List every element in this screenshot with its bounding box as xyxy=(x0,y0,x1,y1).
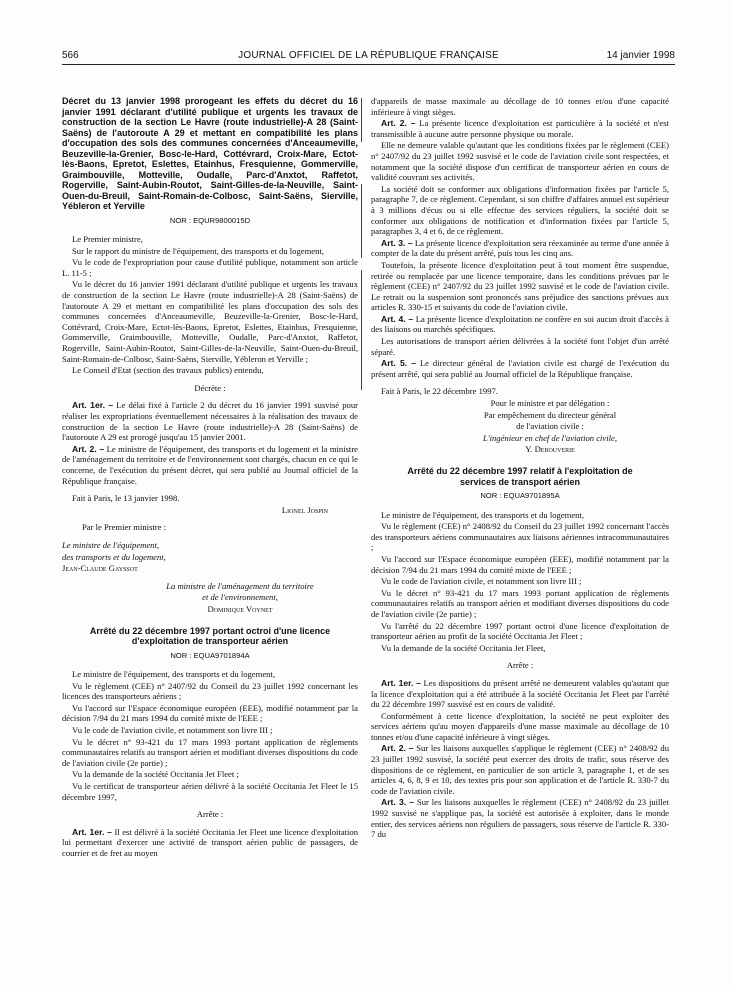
arrete-2-para: Vu l'accord sur l'Espace économique européen (EEE), modifié notamment par la décision 7/94 du 21 mars 1994 du comité mixte de l'EEE ; xyxy=(371,553,669,575)
minister-amenagement-title-2: et de l'environnement, xyxy=(202,592,278,603)
margin-rule xyxy=(361,98,362,142)
minister-equipment-title-2: des transports et du logement, xyxy=(62,551,166,562)
article-label: Art. 2. – xyxy=(72,443,105,454)
minister-amenagement-title: La ministre de l'aménagement du territoire xyxy=(166,580,314,591)
signature-line: de l'aviation civile : xyxy=(516,421,584,432)
margin-rule xyxy=(361,184,362,258)
arrete-2-para: Vu le décret n° 93-421 du 17 mars 1993 portant application de règlements communautaires relatifs au transport aérien et modifiant diverses dispositions du code de l'aviation civile (2e partie) ; xyxy=(371,587,669,619)
arrete-1-para: Vu le décret n° 93-421 du 17 mars 1993 portant application de règlements communautaires relatifs au transport aérien et modifiant diverses dispositions du code de l'aviation civile (2e partie) ; xyxy=(62,736,358,768)
arrete-2-article-2 xyxy=(371,743,669,796)
article-label: Art. 2. – xyxy=(381,118,416,129)
article-text: Il est délivré à la société Occitania Jet Fleet une licence d'exploitation lui permettant d'exercer une activité de transport aérien public de passagers, de courrier et de fret au moyen xyxy=(62,826,359,858)
arrete-2-para: Vu la demande de la société Occitania Jet Fleet, xyxy=(381,642,546,653)
article-label: Art. 1er. – xyxy=(72,826,112,837)
decree-para: Le Conseil d'Etat (section des travaux publics) entendu, xyxy=(72,365,264,376)
continued-text: d'appareils de masse maximale au décollage de 10 tonnes et/ou d'une capacité inférieure à vingt sièges. xyxy=(371,96,669,117)
arrete-2-article-1 xyxy=(371,678,669,710)
article-label: Art. 5. – xyxy=(381,358,417,369)
article-text: Les dispositions du présent arrêté ne demeurent valables qu'autant que la licence d'exploitation qui a été attribuée à la société Occitania Jet Fleet par l'arrêté du 22 décembre 1997 susvisé est en cours de validité. xyxy=(371,677,670,710)
signature-line: Pour le ministre et par délégation : xyxy=(490,398,610,409)
arrete-1-title: Arrêté du 22 décembre 1997 portant octroi d'une licence d'exploitation de transporteur aérien xyxy=(89,625,331,646)
arrete-2-para: Vu le code de l'aviation civile, et notamment son livre III ; xyxy=(381,576,582,587)
article-label: Art. 2. – xyxy=(381,743,414,754)
article-paragraph: Toutefois, la présente licence d'exploitation peut à tout moment être suspendue, retirée ou remplacée par une licence temporaire, dans les conditions prévues par le règlement (CEE) n° 2407/92 du 23 juillet 1992 susvisé et le code de l'aviation civile. Le retrait ou la suspension sont prononcés sans préjudice des sanctions prévues aux articles R. 330-15 et suivants du code de l'aviation civile. xyxy=(371,259,669,313)
article-label: Art. 1er. – xyxy=(381,677,421,688)
arrete-2-para: Vu l'arrêté du 22 décembre 1997 portant octroi d'une licence d'exploitation de transporteur aérien au profit de la société Occitania Jet Fleet ; xyxy=(371,620,669,642)
article-text: Sur les liaisons auxquelles le règlement (CEE) n° 2408/92 du 23 juillet 1992 susvisé ne s'applique pas, la société est autorisée à exploiter, dans le monde entier, des services aériens non réguliers de passagers, sous réserve de l'article R. 330-7 du xyxy=(371,797,669,840)
decree-para: Vu le décret du 16 janvier 1991 déclarant d'utilité publique et urgents les travaux de construction de la section Le Havre (route industrielle)-A 28 (Saint-Saëns) de l'autoroute A 29 et mettant en compatibilité les plans d'occupation des sols des communes concernées d'Anceaumeville, Beuzeville-la-Grenier, Bosc-le-Hard, Cottévrard, Croix-Mare, Ectot-lès-Baons, Epretot, Eslettes, Etainhus, Fresquienne, Gommerville, Graimbouville, Motteville, Oudalle, Parc-d'Anxtot, Raffetot, Rogerville, Saint-Aubin-Routot, Saint-Gilles-de-la-Neuville, Saint-Ouen-du-Breuil, Saint-Romain-de-Colbosc, Saint-Saëns, Sierville, Yébleron et Yerville ; xyxy=(62,279,358,364)
article-text: Sur les liaisons auxquelles s'applique le règlement (CEE) n° 2408/92 du 23 juillet 1992 susvisé, la société peut exercer des droits de trafic, sous réserve des dispositions de ce règlement, en particulier de son article 3, paragraphe 1, et de ses articles 4, 6, 8, 9 et 10, des textes pris pour son application et de l'article R. 330-7 du code de l'aviation civile. xyxy=(371,743,669,796)
signatory-name: Y. Debouverie xyxy=(525,444,575,455)
left-column xyxy=(62,96,358,860)
article-paragraph: Conformément à cette licence d'exploitation, la société ne peut exploiter des services aériens qu'au moyen d'appareils d'une masse maximale au décollage de 10 tonnes et/ou d'une capacité inférieure à vingt sièges. xyxy=(371,710,669,742)
arrete-1-article-1 xyxy=(62,827,358,859)
arrete-1-para: Vu l'accord sur l'Espace économique européen (EEE), modifié notamment par la décision 7/94 du 21 mars 1994 du comité mixte de l'EEE ; xyxy=(62,702,358,724)
fait-a-paris: Fait à Paris, le 13 janvier 1998. xyxy=(72,493,180,504)
arrete-2-title: Arrêté du 22 décembre 1997 relatif à l'exploitation de services de transport aérien xyxy=(407,466,633,487)
arrete-1-article-2 xyxy=(371,118,669,139)
signature-line: L'ingénieur en chef de l'aviation civile, xyxy=(483,432,617,443)
arrete-1-para: Vu la demande de la société Occitania Jet Fleet ; xyxy=(72,769,239,780)
arrete-1-para: Vu le code de l'aviation civile, et notamment son livre III ; xyxy=(72,725,273,736)
header-rule xyxy=(62,64,675,65)
article-label: Art. 1er. – xyxy=(72,400,114,411)
arrete-1-article-3 xyxy=(371,238,669,259)
arrete-1-para: Le ministre de l'équipement, des transports et du logement, xyxy=(72,669,275,680)
arrete-2-para: Le ministre de l'équipement, des transports et du logement, xyxy=(381,509,584,520)
decrete-heading: Décrète : xyxy=(194,382,226,393)
fait-a-paris: Fait à Paris, le 22 décembre 1997. xyxy=(381,386,498,397)
arrete-2-para: Vu le règlement (CEE) n° 2408/92 du Conseil du 23 juillet 1992 concernant l'accès des transporteurs aériens communautaires aux liaisons aériennes intracommunautaires ; xyxy=(371,521,669,553)
arrete-1-para: Vu le règlement (CEE) n° 2407/92 du Conseil du 23 juillet 1992 concernant les licences des transporteurs aériens ; xyxy=(62,680,358,702)
article-text: La présente licence d'exploitation est particulière à la société et n'est transmissible à aucune autre personne physique ou morale. xyxy=(371,118,669,139)
article-text: La présente licence d'exploitation ne confère en soi aucun droit d'accès à des liaisons ou marchés spécifiques. xyxy=(371,313,669,335)
article-paragraph: La société doit se conformer aux obligations d'information fixées par l'article 5, paragraphe 7, de ce règlement. Cependant, si son chiffre d'affaires annuel est supérieur à 3 millions d'écus ou si elle effectue des services réguliers, la société doit se conformer aux obligations de notification et d'information fixées par l'article 5, paragraphes 3, 4 et 6, de ce règlement. xyxy=(371,183,669,237)
arrete-1-para: Vu le certificat de transporteur aérien délivré à la société Occitania Jet Fleet le 15 décembre 1997, xyxy=(62,781,358,802)
arrete-1-article-4 xyxy=(371,314,669,335)
margin-rule xyxy=(361,270,362,390)
decree-nor: NOR : EQUR9800015D xyxy=(169,215,251,225)
minister-amenagement-name: Dominique Voynet xyxy=(207,603,273,614)
article-label: Art. 3. – xyxy=(381,237,413,248)
article-label: Art. 4. – xyxy=(381,313,414,324)
minister-equipment-title: Le ministre de l'équipement, xyxy=(62,539,159,550)
signer-premier-ministre: Lionel Jospin xyxy=(281,504,328,515)
article-text: Le directeur général de l'aviation civile est chargé de l'exécution du présent arrêté, qui sera publié au Journal officiel de la République française. xyxy=(371,358,669,379)
decree-article-2 xyxy=(62,444,358,486)
arrete-1-article-5 xyxy=(371,358,669,379)
article-paragraph: Les autorisations de transport aérien délivrées à la société font l'objet d'un arrêté séparé. xyxy=(371,336,669,357)
issue-date: 14 janvier 1998 xyxy=(606,50,675,61)
arrete-2-nor: NOR : EQUA9701895A xyxy=(480,491,560,500)
right-column xyxy=(371,96,669,841)
signature-line: Par empêchement du directeur général xyxy=(483,409,617,420)
arrete-1-heading: Arrête : xyxy=(196,809,224,820)
article-paragraph: Elle ne demeure valable qu'autant que les conditions fixées par le règlement (CEE) n° 2407/92 du 23 juillet 1992 susvisé et le code de l'aviation civile sont respectées, et notamment que la société dispose d'un certificat de transporteur aérien en cours de validité couvrant ses activités. xyxy=(371,140,669,183)
arrete-2-heading: Arrête : xyxy=(506,660,534,671)
decree-para: Vu le code de l'expropriation pour cause d'utilité publique, notamment son article L. 11-5 ; xyxy=(62,257,358,278)
decree-title: Décret du 13 janvier 1998 prorogeant les effets du décret du 16 janvier 1991 déclarant d'utilité publique et urgents les travaux de construction de la section Le Havre (route industrielle)-A 28 (Saint-Saëns) de l'autoroute A 29 et mettant en compatibilité les plans d'occupation des sols des communes concernées d'Anceaumeville, Beuzeville-la-Grenier, Bosc-le-Hard, Cottévrard, Croix-Mare, Ectot-lès-Baons, Epretot, Eslettes, Etainhus, Fresquienne, Gommerville, Graimbouville, Motteville, Oudalle, Parc-d'Anxtot, Raffetot, Rogerville, Saint-Aubin-Routot, Saint-Gilles-de-la-Neuville, Saint-Ouen-du-Breuil, Saint-Romain-de-Colbosc, Saint-Saëns, Sierville, Yébleron et Yerville xyxy=(62,96,358,211)
article-label: Art. 3. – xyxy=(381,797,415,808)
arrete-1-nor: NOR : EQUA9701894A xyxy=(170,650,250,660)
minister-equipment-name: Jean-Claude Gayssot xyxy=(62,563,138,574)
article-text: La présente licence d'exploitation sera réexaminée au terme d'une année à compter de la date du présent arrêté, puis tous les cinq ans. xyxy=(371,237,669,259)
journal-title: JOURNAL OFFICIEL DE LA RÉPUBLIQUE FRANÇAISE xyxy=(238,50,499,61)
decree-article-1 xyxy=(62,400,358,442)
page-number: 566 xyxy=(62,50,79,61)
decree-para: Le Premier ministre, xyxy=(72,234,143,245)
arrete-2-article-3 xyxy=(371,797,669,839)
article-text: Le ministre de l'équipement, des transports et du logement et la ministre de l'aménagement du territoire et de l'environnement sont chargés, chacun en ce qui le concerne, de l'exécution du présent décret, qui sera publié au Journal officiel de la République française. xyxy=(62,443,358,486)
page-header xyxy=(62,50,675,64)
par-premier-ministre: Par le Premier ministre : xyxy=(82,522,167,533)
decree-para: Sur le rapport du ministre de l'équipement, des transports et du logement, xyxy=(72,245,324,256)
article-text: Le délai fixé à l'article 2 du décret du 16 janvier 1991 susvisé pour réaliser les expropriations éventuellement nécessaires à la réalisation des travaux de construction de la section Le Havre (route industrielle)-A 28 (Saint-Saëns) de l'autoroute A 29 est prorogé jusqu'au 15 janvier 2001. xyxy=(62,400,359,443)
